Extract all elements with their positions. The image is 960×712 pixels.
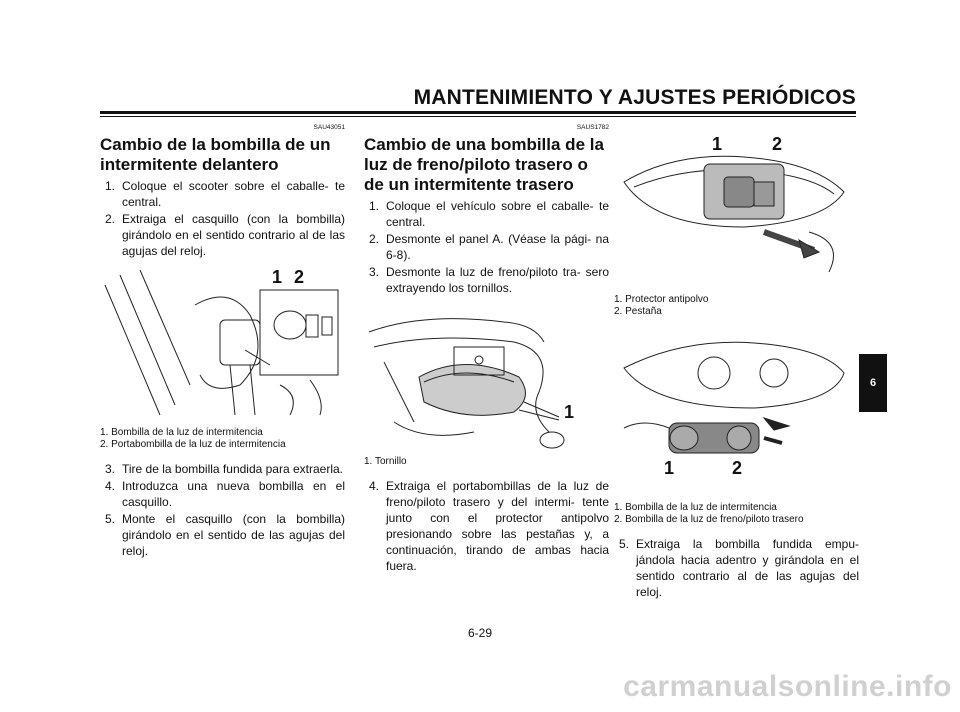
figure-dust-cover — [614, 132, 854, 290]
step-item: 1. Coloque el scooter sobre el caballe- te central. — [105, 179, 345, 209]
step-item: 3. Tire de la bombilla fundida para extraerla. — [105, 462, 344, 476]
figure-callout: 1 — [564, 402, 575, 422]
step-item: 2. Desmonte el panel A. (Véase la pági- na 6-8). — [369, 232, 609, 262]
figure-rear-light-screws — [364, 302, 594, 452]
figure-callout: 1 — [272, 267, 283, 287]
step-item: 4. Extraiga el portabombillas de la luz de freno/piloto trasero y del intermi- tente junto con el protector antipolvo presionando sobre las pestañas y, a continuación, tirando de ambas hacia fuera. — [369, 479, 609, 573]
step-item: 3. Desmonte la luz de freno/piloto tra- sero extrayendo los tornillos. — [369, 265, 609, 295]
figure-callout: 2 — [772, 134, 783, 154]
section-title: Cambio de la bombilla de un intermitente delantero — [100, 135, 331, 174]
step-item: 4. Introduzca una nueva bombilla en el casquillo. — [105, 479, 345, 509]
figure-callout: 2 — [732, 458, 743, 478]
header-rule-thick — [100, 111, 856, 114]
section-title: Cambio de una bombilla de la luz de freno/piloto trasero o de un intermitente trasero — [364, 135, 604, 194]
section-code: SAU43051 — [313, 124, 345, 131]
step-item: 1. Coloque el vehículo sobre el caballe- te central. — [369, 199, 609, 229]
step-item: 5. Monte el casquillo (con la bombilla) girándolo en el sentido de las agujas del reloj. — [105, 512, 345, 558]
figure-caption: 1. Tornillo — [364, 456, 407, 467]
figure-callout: 1 — [664, 458, 675, 478]
page-number: 6-29 — [467, 626, 493, 640]
figure-callout: 2 — [294, 267, 305, 287]
watermark: carmanualsonline.info — [623, 670, 952, 703]
figure-caption: 1. Protector antipolvo 2. Pestaña — [614, 294, 709, 317]
column-front-turn-signal — [100, 124, 345, 560]
step-item: 2. Extraiga el casquillo (con la bombilla) girándolo en el sentido contrario al de las agujas del reloj. — [105, 212, 345, 258]
page-header-title: MANTENIMIENTO Y AJUSTES PERIÓDICOS — [413, 86, 856, 109]
step-item: 5. Extraiga la bombilla fundida empu- jándola hacia adentro y girándola en el sentido contrario al de las agujas del reloj. — [619, 537, 859, 599]
chapter-tab: 6 — [859, 354, 887, 412]
figure-callout: 1 — [712, 134, 723, 154]
header-rule-thin — [100, 116, 856, 117]
figure-front-signal-bulb — [100, 265, 340, 423]
column-rear-light — [364, 124, 609, 575]
section-code: SAUS1782 — [576, 124, 609, 131]
column-rear-light-bulbs — [614, 132, 859, 601]
figure-caption: 1. Bombilla de la luz de intermitencia 2. Portabombilla de la luz de intermitencia — [100, 427, 286, 450]
figure-caption: 1. Bombilla de la luz de intermitencia 2. Bombilla de la luz de freno/piloto trasero — [614, 502, 804, 525]
figure-rear-bulbs — [614, 328, 854, 498]
